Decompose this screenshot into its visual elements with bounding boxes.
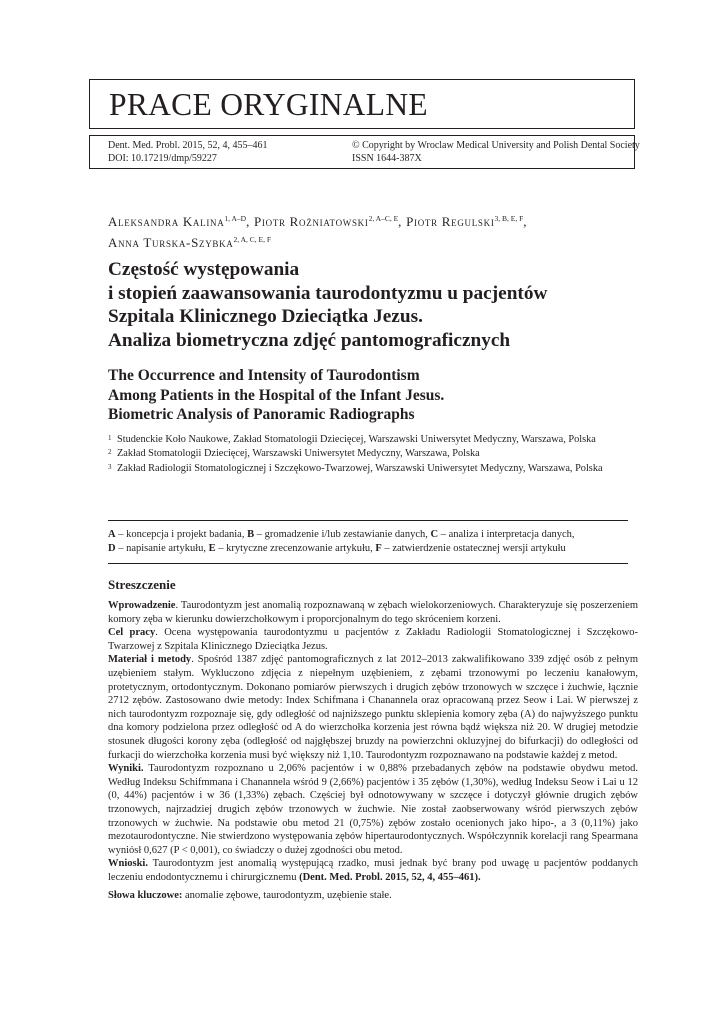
author: Piotr Regulski — [406, 214, 495, 229]
citation-box — [89, 135, 640, 169]
copyright: © Copyright by Wroclaw Medical University and Polish Dental Society — [352, 140, 640, 151]
divider-bottom — [108, 563, 628, 564]
title-line: Szpitala Klinicznego Dzieciątka Jezus. — [108, 306, 423, 327]
author: Anna Turska-Szybka — [108, 235, 234, 250]
issn: ISSN 1644-387X — [352, 153, 422, 164]
contribution-key: F — [375, 543, 382, 554]
author-affiliation-marker: 2, A–C, E — [368, 214, 399, 223]
divider-top — [108, 520, 628, 521]
abstract — [108, 577, 638, 903]
title-line: Biometric Analysis of Panoramic Radiographs — [108, 406, 415, 423]
abstract-section-text: . Ocena występowania taurodontyzmu u pacjentów z Zakładu Radiologii Stomatologicznej i Szczękowo-Twarzowej z Szpitala Klinicznego Dzieciątka Jezus. — [108, 627, 638, 652]
abstract-results — [108, 762, 638, 857]
section-label: PRACE ORYGINALNE — [109, 87, 428, 122]
author-separator: , — [246, 214, 254, 229]
section-header-box — [89, 79, 635, 129]
abstract-methods — [108, 653, 638, 762]
keywords — [108, 889, 638, 903]
contribution-key: A — [108, 529, 116, 540]
title-english — [108, 366, 638, 425]
affiliation — [108, 447, 628, 460]
title-line: The Occurrence and Intensity of Taurodontism — [108, 367, 420, 384]
abstract-section-text: Taurodontyzm jest anomalią występującą rzadko, musi jednak być brany pod uwagę u pacjentów poddanych leczeniu endodontycznemu i chirurgicznemu — [108, 858, 638, 883]
author-separator: , — [398, 214, 407, 229]
abstract-section-label: Wyniki. — [108, 763, 144, 775]
contribution-key: D — [108, 543, 116, 554]
abstract-heading: Streszczenie — [108, 577, 176, 592]
contribution-text: – gromadzenie i/lub zestawianie danych, — [254, 529, 431, 540]
contribution-text: – analiza i interpretacja danych, — [438, 529, 575, 540]
contribution-text: – napisanie artykułu, — [115, 543, 209, 554]
affiliation-text: Zakład Stomatologii Dziecięcej, Warszawski Uniwersytet Medyczny, Warszawa, Polska — [117, 448, 480, 460]
author: Aleksandra Kalina — [108, 214, 225, 229]
affiliation-number: 2 — [108, 448, 112, 457]
abstract-introduction — [108, 599, 638, 626]
abstract-citation: (Dent. Med. Probl. 2015, 52, 4, 455–461). — [299, 871, 481, 883]
affiliation-number: 3 — [108, 462, 112, 471]
abstract-section-label: Materiał i metody — [108, 654, 192, 666]
affiliation — [108, 433, 628, 446]
author-affiliation-marker: 3, B, E, F — [494, 214, 524, 223]
affiliation-number: 1 — [108, 434, 112, 442]
contribution-text: – zatwierdzenie ostatecznej wersji artykułu — [381, 543, 566, 554]
abstract-section-label: Wprowadzenie — [108, 600, 176, 611]
contribution-key: B — [247, 529, 255, 540]
journal-citation: Dent. Med. Probl. 2015, 52, 4, 455–461 — [108, 140, 268, 151]
affiliation — [108, 462, 628, 475]
abstract-conclusions — [108, 857, 638, 884]
abstract-section-text: . Taurodontyzm jest anomalią rozpoznawaną w zębach wielokorzeniowych. Charakteryzuje się poszerzeniem komory zęba w kierunku dowierzchołkowym i proporcjonalnym do tego skróceniem korzeni. — [108, 600, 638, 625]
author-list — [108, 210, 628, 252]
doi: DOI: 10.17219/dmp/59227 — [108, 153, 217, 164]
abstract-section-label: Wnioski. — [108, 858, 148, 870]
keywords-label: Słowa kluczowe: — [108, 890, 183, 902]
author-affiliation-marker: 2, A, C, E, F — [233, 235, 272, 244]
title-polish — [108, 258, 638, 352]
contribution-key: E — [208, 543, 216, 554]
citation-right — [352, 139, 640, 165]
title-line: i stopień zaawansowania taurodontyzmu u pacjentów — [108, 282, 548, 304]
author-affiliation-marker: 1, A–D — [224, 214, 247, 223]
affiliations — [108, 433, 628, 476]
contribution-key: C — [430, 529, 439, 540]
author: Piotr Rożniatowski — [254, 214, 369, 229]
keywords-text: anomalie zębowe, taurodontyzm, uzębienie stałe. — [182, 890, 392, 902]
abstract-section-text: Taurodontyzm rozpoznano u 2,06% pacjentów i w 0,88% przebadanych zębów na podstawie obydwu metod. Według Indeksu Schifmmana i Chanannela wśród 9 (2,66%) pacjentów i 35 zębów (1,30%), według Indeksu Seow i Lai u 12 (0, 44%) pacjentów i w 36 (1,33%) zębach. Częściej był odnotowywany w szczęce i dotyczył głównie drugich zębów trzonowych, najrzadziej drugich zębów trzonowych w żuchwie. Nie został zaobserwowany wśród pierwszych zębów trzonowych w żuchwie. Na podstawie obu metod 21 (0,75%) zębów zostało ocenionych jako hipo-, a 3 (0,11%) jako mezotaurodontyczne. Nie stwierdzono występowania zębów hipertaurodontycznych. Współczynnik korelacji rang Spearmana wyniósł 0,627 (P < 0,001), co świadczy o dużej zgodności obu metod. — [108, 763, 638, 856]
author-separator: , — [523, 214, 528, 229]
title-line: Częstość występowania — [108, 259, 300, 280]
author-contributions — [108, 528, 630, 556]
abstract-section-text: . Spośród 1387 zdjęć pantomograficznych z lat 2012–2013 zakwalifikowano 339 zdjęć osób z pełnym uzębieniem stałym. Wykluczono zdjęcia z niepełnym uzębieniem, z zębami trzonowymi po leczeniu kanałowym, protetycznym, ortodontycznym. Dokonano pomiarów pierwszych i drugich zębów trzonowych w szczęce i żuchwie, łącznie 2712 zębów. Zastosowano dwie metody: Index Schifmana i Chanannela oraz opracowaną przez Seow i Lai. W pierwszej z nich taurodontyzm rozpoznaje się, gdy odległość od najniższego punktu sklepienia komory zęba (A) do najwyższego punktu dna komory podzielona przez odległość od A do wierzchołka korzenia jest równa bądź większa niż 20. W drugiej metodzie stosunek długości korony zęba (odległość od najgłębszej bruzdy na powierzchni okluzyjnej do bifurkacji) do odległości od furkacji do wierzchołka korzenia musi być większy niż 1,10. Taurodontyzm rozpoznawano na podstawie każdej z metod. — [108, 654, 638, 761]
contribution-text: – krytyczne zrecenzowanie artykułu, — [215, 543, 376, 554]
title-line: Analiza biometryczna zdjęć pantomograficznych — [108, 329, 511, 351]
affiliation-text: Studenckie Koło Naukowe, Zakład Stomatologii Dziecięcej, Warszawski Uniwersytet Medyczny, Warszawa, Polska — [117, 434, 596, 445]
contribution-text: – koncepcja i projekt badania, — [115, 529, 248, 540]
affiliation-text: Zakład Radiologii Stomatologicznej i Szczękowo-Twarzowej, Warszawski Uniwersytet Medyczny, Warszawa, Polska — [117, 462, 603, 474]
citation-left — [108, 139, 267, 165]
title-line: Among Patients in the Hospital of the Infant Jesus. — [108, 386, 445, 404]
abstract-aim — [108, 626, 638, 653]
abstract-section-label: Cel pracy — [108, 627, 156, 639]
